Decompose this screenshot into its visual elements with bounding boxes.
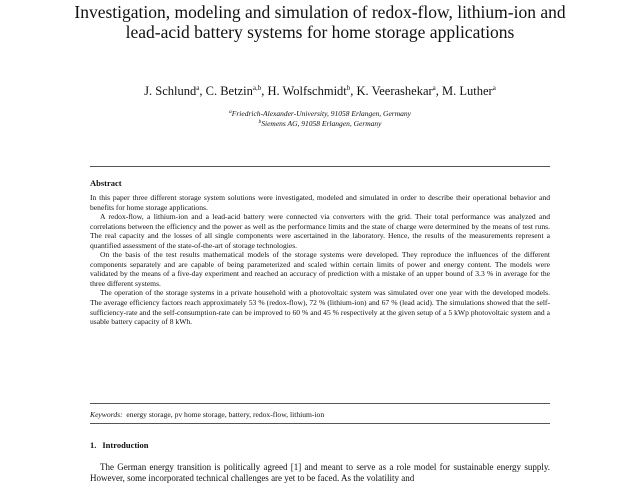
author: K. Veerashekar$^a$, <box>356 84 443 98</box>
keywords-text: energy storage, pv home storage, battery, redox-flow, lithium-ion <box>126 410 325 419</box>
section-title: Introduction <box>102 440 149 450</box>
author: J. Schlund$^a$, <box>144 84 206 98</box>
section-heading <box>90 440 149 450</box>
abstract-paragraph: The operation of the storage systems in a private household with a photovoltaic system was simulated over one year with the developed models. The average efficiency factors reach approximately 53 % (redox-flow), 72 % (lithium-ion) and 67 % (lead acid). The simulations showed that the self-sufficiency-rate and the self-consumption-rate can be improved to 60 % and 45 % respectively at the given setup of a 5 kWp photovoltaic system and a usable battery capacity of 8 kWh. <box>90 288 550 327</box>
abstract-paragraph: In this paper three different storage system solutions were investigated, modeled and simulated in order to describe their operational behavior and benefits for home storage applications. <box>90 193 550 212</box>
author: M. Luther$^a$ <box>442 84 496 98</box>
author-list <box>60 80 580 99</box>
abstract-paragraph: On the basis of the test results mathematical models of the storage systems were developed. They reproduce the influences of the different components separately and are capable of being parameterized and scaled within certain limits of power and energy content. The models were validated by the means of a five-day experiment and reached an accuracy of prediction with a mistake of an upper bound of 3.3 % in average for the three different systems. <box>90 250 550 288</box>
affiliation: $^a$Friedrich-Alexander-University, 91058 Erlangen, Germany <box>229 109 411 118</box>
affiliation: $^b$Siemens AG, 91058 Erlangen, Germany <box>258 119 382 128</box>
keywords-label: Keywords: <box>90 410 123 419</box>
paper-title: Investigation, modeling and simulation of redox-flow, lithium-ion and lead-acid battery systems for home storage applications <box>74 2 566 42</box>
author: C. Betzin$^{a,b}$, <box>205 84 268 98</box>
keywords <box>90 410 550 420</box>
divider <box>90 423 550 424</box>
abstract-paragraph: A redox-flow, a lithium-ion and a lead-acid battery were connected via converters with the grid. Their total performance was analyzed and correlations between the efficiency and the power as well as the performance limits and the state of charge were determined by the means of test runs. The real capacity and the losses of all single components were ascertained in the laboratory. Hence, the results of the measurements represent a quantified assessment of the state-of-the-art of storage technologies. <box>90 212 550 250</box>
divider <box>90 403 550 404</box>
abstract-body <box>90 193 550 327</box>
section-number: 1. <box>90 440 97 450</box>
author: H. Wolfschmidt$^b$, <box>267 84 357 98</box>
divider <box>90 166 550 167</box>
intro-paragraph: The German energy transition is politically agreed [1] and meant to serve as a role model for sustainable energy supply. However, some incorporated technical challenges are yet to be faced. As the volatility and <box>90 462 550 483</box>
abstract-heading: Abstract <box>90 178 122 188</box>
